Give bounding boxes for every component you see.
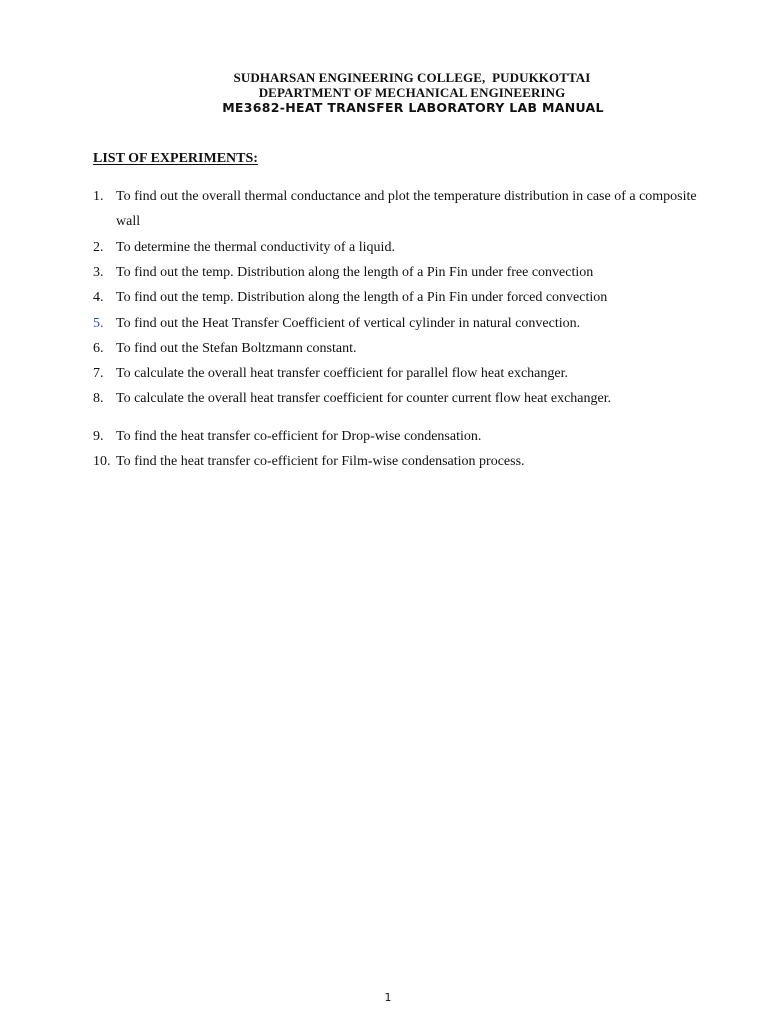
page-number: 1 bbox=[384, 991, 392, 1004]
experiment-text: To find out the overall thermal conductance and plot the temperature distribution in case of a composite wall bbox=[116, 189, 697, 229]
experiment-item-2 bbox=[93, 235, 703, 260]
experiment-text: To calculate the overall heat transfer coefficient for counter current flow heat exchanger. bbox=[116, 391, 612, 406]
experiment-item-8 bbox=[93, 386, 703, 411]
experiment-item-9 bbox=[93, 424, 703, 449]
experiment-item-4 bbox=[93, 285, 703, 310]
experiment-text: To find out the Heat Transfer Coefficient of vertical cylinder in natural convection. bbox=[116, 316, 581, 331]
experiment-item-7 bbox=[93, 361, 703, 386]
experiment-number: 1. bbox=[93, 189, 104, 204]
experiment-number: 9. bbox=[93, 429, 104, 444]
experiment-number: 7. bbox=[93, 366, 104, 381]
document-header bbox=[0, 70, 768, 116]
experiment-item-10 bbox=[93, 449, 703, 474]
experiment-item-3 bbox=[93, 260, 703, 285]
experiment-text: To find out the Stefan Boltzmann constant. bbox=[116, 341, 357, 356]
experiment-number: 10. bbox=[93, 454, 111, 469]
experiment-item-6 bbox=[93, 336, 703, 361]
experiment-text: To find the heat transfer co-efficient for Film-wise condensation process. bbox=[116, 454, 525, 469]
experiment-number: 8. bbox=[93, 391, 104, 406]
experiment-number: 3. bbox=[93, 265, 104, 280]
list-heading: LIST OF EXPERIMENTS: bbox=[93, 151, 258, 166]
experiment-number: 6. bbox=[93, 341, 104, 356]
experiment-text: To find out the temp. Distribution along the length of a Pin Fin under forced convection bbox=[116, 290, 608, 305]
experiment-text: To find out the temp. Distribution along the length of a Pin Fin under free convection bbox=[116, 265, 594, 280]
manual-title: ME3682-HEAT TRANSFER LABORATORY LAB MANUAL bbox=[222, 100, 604, 115]
experiment-text: To determine the thermal conductivity of a liquid. bbox=[116, 240, 395, 255]
experiment-number: 4. bbox=[93, 290, 104, 305]
experiment-item-5 bbox=[93, 311, 703, 336]
experiment-text: To find the heat transfer co-efficient for Drop-wise condensation. bbox=[116, 429, 482, 444]
experiment-text: To calculate the overall heat transfer coefficient for parallel flow heat exchanger. bbox=[116, 366, 568, 381]
experiment-item-1 bbox=[93, 184, 703, 234]
college-name: SUDHARSAN ENGINEERING COLLEGE, PUDUKKOTTAI bbox=[233, 70, 591, 85]
experiment-number: 5. bbox=[93, 316, 104, 331]
experiment-number: 2. bbox=[93, 240, 104, 255]
department-name: DEPARTMENT OF MECHANICAL ENGINEERING bbox=[258, 85, 566, 100]
